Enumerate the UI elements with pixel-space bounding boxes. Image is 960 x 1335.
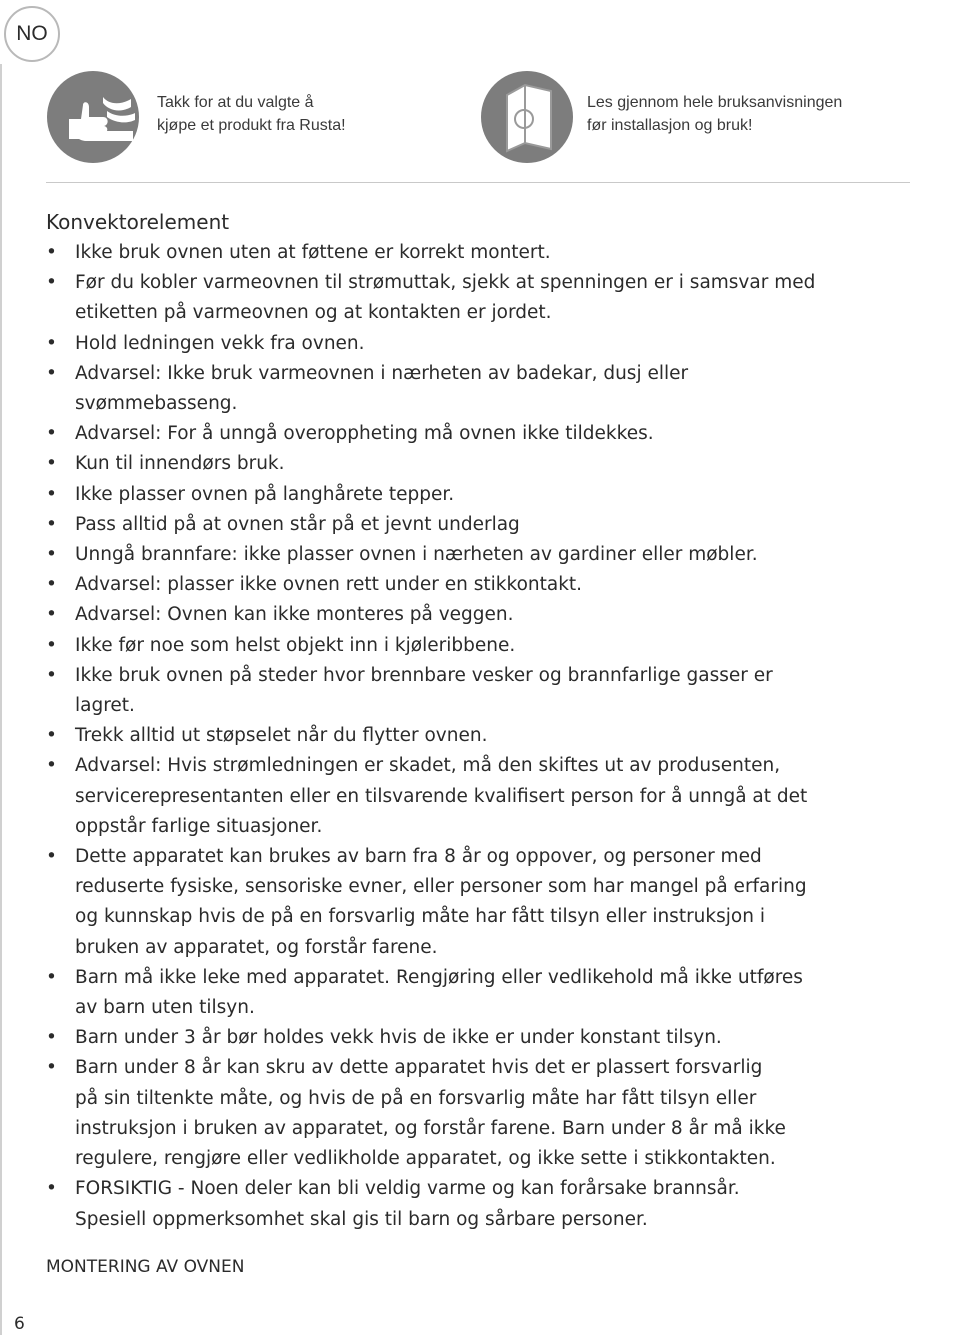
header-thanks-line: Takk for at du valgte å [157, 94, 314, 111]
list-item-line: regulere, rengjøre eller vedlikholde apparatet, og ikke sette i stikkontakten. [75, 1148, 776, 1170]
section-title: Konvektorelement [46, 210, 230, 234]
bullet-dot: • [46, 755, 57, 777]
list-item-line: Før du kobler varmeovnen til strømuttak, sjekk at spenningen er i samsvar med [75, 272, 816, 294]
list-item [46, 570, 926, 600]
list-item [46, 510, 926, 540]
list-item-line: Advarsel: Hvis strømledningen er skadet, må den skiftes ut av produsenten, [75, 755, 781, 777]
bullet-dot: • [46, 604, 57, 626]
list-item [46, 1174, 926, 1234]
bullet-dot: • [46, 574, 57, 596]
bullet-dot: • [46, 634, 57, 656]
list-item-line: lagret. [75, 695, 135, 717]
list-item-line: Advarsel: plasser ikke ovnen rett under en stikkontakt. [75, 574, 583, 596]
bullet-dot: • [46, 664, 57, 686]
list-item-line: Ikke før noe som helst objekt inn i kjøleribbene. [75, 634, 516, 656]
bullet-dot: • [46, 362, 57, 384]
list-item-line: Trekk alltid ut støpselet når du flytter ovnen. [75, 725, 488, 747]
bullet-dot: • [46, 1178, 57, 1200]
list-item-line: Dette apparatet kan brukes av barn fra 8 år og oppover, og personer med [75, 846, 762, 868]
bullet-dot: • [46, 544, 57, 566]
header-divider [46, 182, 910, 183]
list-item-line: FORSIKTIG - Noen deler kan bli veldig varme og kan forårsake brannsår. [75, 1178, 740, 1200]
list-item-line: Ikke bruk ovnen uten at føttene er korrekt montert. [75, 242, 551, 263]
list-item-line: Ikke plasser ovnen på langhårete tepper. [75, 483, 455, 505]
header-read-manual-text [587, 91, 842, 137]
list-item [46, 359, 926, 419]
header-read-line: før installasjon og bruk! [587, 117, 753, 134]
list-item-line: Barn under 8 år kan skru av dette apparatet hvis det er plassert forsvarlig [75, 1057, 763, 1079]
list-item [46, 661, 926, 721]
list-item-line: på sin tiltenkte måte, og hvis de på en forsvarlig måte har fått tilsyn eller [75, 1087, 757, 1109]
list-item-line: Advarsel: Ovnen kan ikke monteres på veggen. [75, 604, 514, 626]
bullet-dot: • [46, 513, 57, 535]
bullet-dot: • [46, 725, 57, 747]
bullet-dot: • [46, 966, 57, 988]
page-side-rule [0, 64, 2, 1335]
bullet-dot: • [46, 1027, 57, 1049]
list-item-line: Barn under 3 år bør holdes vekk hvis de ikke er under konstant tilsyn. [75, 1027, 722, 1049]
list-item-line: oppstår farlige situasjoner. [75, 815, 323, 837]
bullet-dot: • [46, 423, 57, 445]
list-item-line: Pass alltid på at ovnen står på et jevnt underlag [75, 513, 520, 535]
list-item [46, 963, 926, 1023]
list-item-line: svømmebasseng. [75, 393, 238, 415]
list-item-line: Unngå brannfare: ikke plasser ovnen i nærheten av gardiner eller møbler. [75, 544, 758, 566]
bullet-dot: • [46, 242, 57, 263]
list-item [46, 721, 926, 751]
list-item-line: Spesiell oppmerksomhet skal gis til barn og sårbare personer. [75, 1208, 648, 1230]
header-thanks-text [157, 91, 346, 137]
bullet-dot: • [46, 1057, 57, 1079]
list-item-line: Advarsel: Ikke bruk varmeovnen i nærheten av badekar, dusj eller [75, 362, 689, 384]
list-item [46, 600, 926, 630]
list-item-line: Barn må ikke leke med apparatet. Rengjøring eller vedlikehold må ikke utføres [75, 966, 803, 988]
bullet-dot: • [46, 846, 57, 868]
list-item-line: av barn uten tilsyn. [75, 997, 255, 1019]
list-item-line: Hold ledningen vekk fra ovnen. [75, 332, 365, 354]
list-item-line: Advarsel: For å unngå overoppheting må ovnen ikke tildekkes. [75, 423, 654, 445]
list-item [46, 480, 926, 510]
list-item [46, 238, 926, 268]
page-number: 6 [14, 1314, 25, 1334]
list-item [46, 540, 926, 570]
list-item-line: Ikke bruk ovnen på steder hvor brennbare vesker og brannfarlige gasser er [75, 664, 773, 686]
list-item [46, 268, 926, 328]
list-item-line: reduserte fysiske, sensoriske evner, eller personer som har mangel på erfaring [75, 876, 807, 898]
list-item [46, 449, 926, 479]
bullet-dot: • [46, 483, 57, 505]
list-item [46, 419, 926, 449]
list-item-line: servicerepresentanten eller en tilsvarende kvalifisert person for å unngå at det [75, 785, 808, 807]
bullet-dot: • [46, 332, 57, 354]
header-read-line: Les gjennom hele bruksanvisningen [587, 94, 843, 111]
list-item [46, 1053, 926, 1174]
list-item-line: Kun til innendørs bruk. [75, 453, 285, 475]
safety-bullet-list [46, 238, 926, 1235]
list-item [46, 1023, 926, 1053]
bullet-dot: • [46, 272, 57, 294]
manual-booklet-icon [481, 71, 573, 163]
header-thanks-line: kjøpe et produkt fra Rusta! [157, 117, 346, 134]
list-item-line: instruksjon i bruken av apparatet, og forstår farene. Barn under 8 år må ikke [75, 1117, 786, 1139]
thumbs-up-hands-icon [47, 71, 139, 163]
bullet-dot: • [46, 453, 57, 475]
list-item-line: bruken av apparatet, og forstår farene. [75, 936, 438, 958]
list-item [46, 751, 926, 842]
language-badge: NO [4, 6, 60, 62]
list-item-line: etiketten på varmeovnen og at kontakten er jordet. [75, 302, 552, 324]
list-item [46, 329, 926, 359]
list-item [46, 842, 926, 963]
list-item [46, 631, 926, 661]
section-subheading: MONTERING AV OVNEN [46, 1257, 245, 1277]
list-item-line: og kunnskap hvis de på en forsvarlig måte har fått tilsyn eller instruksjon i [75, 906, 765, 928]
